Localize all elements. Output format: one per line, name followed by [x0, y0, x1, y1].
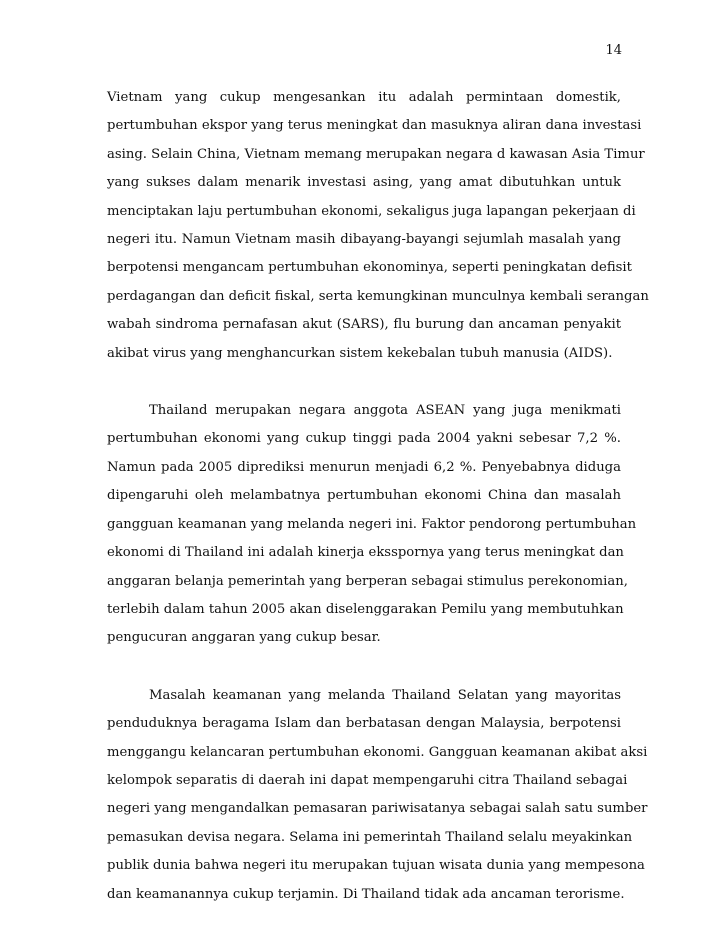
text-line: negeri yang mengandalkan pemasaran pariwisatanya sebagai salah satu sumber — [107, 801, 648, 817]
text-line-content: Thailand merupakan negara anggota ASEAN yang juga menikmati — [149, 403, 621, 419]
text-line: pertumbuhan ekspor yang terus meningkat dan masuknya aliran dana investasi — [107, 118, 642, 134]
text-line: pemasukan devisa negara. Selama ini pemerintah Thailand selalu meyakinkan — [107, 829, 633, 845]
text-line: penduduknya beragama Islam dan berbatasan dengan Malaysia, berpotensi — [107, 716, 621, 732]
paragraph-thailand-economy — [107, 397, 637, 653]
text-line-content: Masalah keamanan yang melanda Thailand Selatan yang mayoritas — [149, 687, 621, 703]
text-line — [107, 397, 621, 425]
text-line: berpotensi mengancam pertumbuhan ekonominya, seperti peningkatan defisit — [107, 260, 632, 276]
text-line: Vietnam yang cukup mengesankan itu adalah permintaan domestik, — [107, 90, 621, 105]
paragraph-vietnam — [107, 84, 649, 368]
text-line: anggaran belanja pemerintah yang berperan sebagai stimulus perekonomian, — [107, 573, 628, 589]
text-line: terlebih dalam tahun 2005 akan diselenggarakan Pemilu yang membutuhkan — [107, 601, 624, 617]
text-line: asing. Selain China, Vietnam memang merupakan negara d kawasan Asia Timur — [107, 146, 645, 162]
text-line: kelompok separatis di daerah ini dapat mempengaruhi citra Thailand sebagai — [107, 772, 628, 788]
text-line: pengucuran anggaran yang cukup besar. — [107, 630, 381, 646]
text-line: pertumbuhan ekonomi yang cukup tinggi pada 2004 yakni sebesar 7,2 %. — [107, 431, 621, 447]
text-line: gangguan keamanan yang melanda negeri ini. Faktor pendorong pertumbuhan — [107, 516, 637, 532]
text-line: wabah sindroma pernafasan akut (SARS), flu burung dan ancaman penyakit — [107, 317, 621, 333]
text-line: ekonomi di Thailand ini adalah kinerja eksspornya yang terus meningkat dan — [107, 545, 624, 561]
text-line: akibat virus yang menghancurkan sistem kekebalan tubuh manusia (AIDS). — [107, 345, 613, 361]
page-number: 14 — [605, 43, 622, 58]
body-text — [107, 84, 649, 909]
text-line: yang sukses dalam menarik investasi asing, yang amat dibutuhkan untuk — [107, 175, 621, 191]
text-line: menciptakan laju pertumbuhan ekonomi, sekaligus juga lapangan pekerjaan di — [107, 203, 636, 219]
text-line: dan keamanannya cukup terjamin. Di Thailand tidak ada ancaman terorisme. — [107, 886, 625, 902]
paragraph-thailand-security — [107, 682, 648, 909]
text-line — [107, 682, 621, 710]
text-line: Namun pada 2005 diprediksi menurun menjadi 6,2 %. Penyebabnya diduga — [107, 459, 621, 475]
text-line: menggangu kelancaran pertumbuhan ekonomi. Gangguan keamanan akibat aksi — [107, 744, 648, 760]
text-line: dipengaruhi oleh melambatnya pertumbuhan ekonomi China dan masalah — [107, 488, 621, 504]
text-line: perdagangan dan deficit fiskal, serta kemungkinan munculnya kembali serangan — [107, 288, 649, 304]
text-line: publik dunia bahwa negeri itu merupakan tujuan wisata dunia yang mempesona — [107, 858, 645, 874]
text-line: negeri itu. Namun Vietnam masih dibayang-bayangi sejumlah masalah yang — [107, 232, 621, 248]
